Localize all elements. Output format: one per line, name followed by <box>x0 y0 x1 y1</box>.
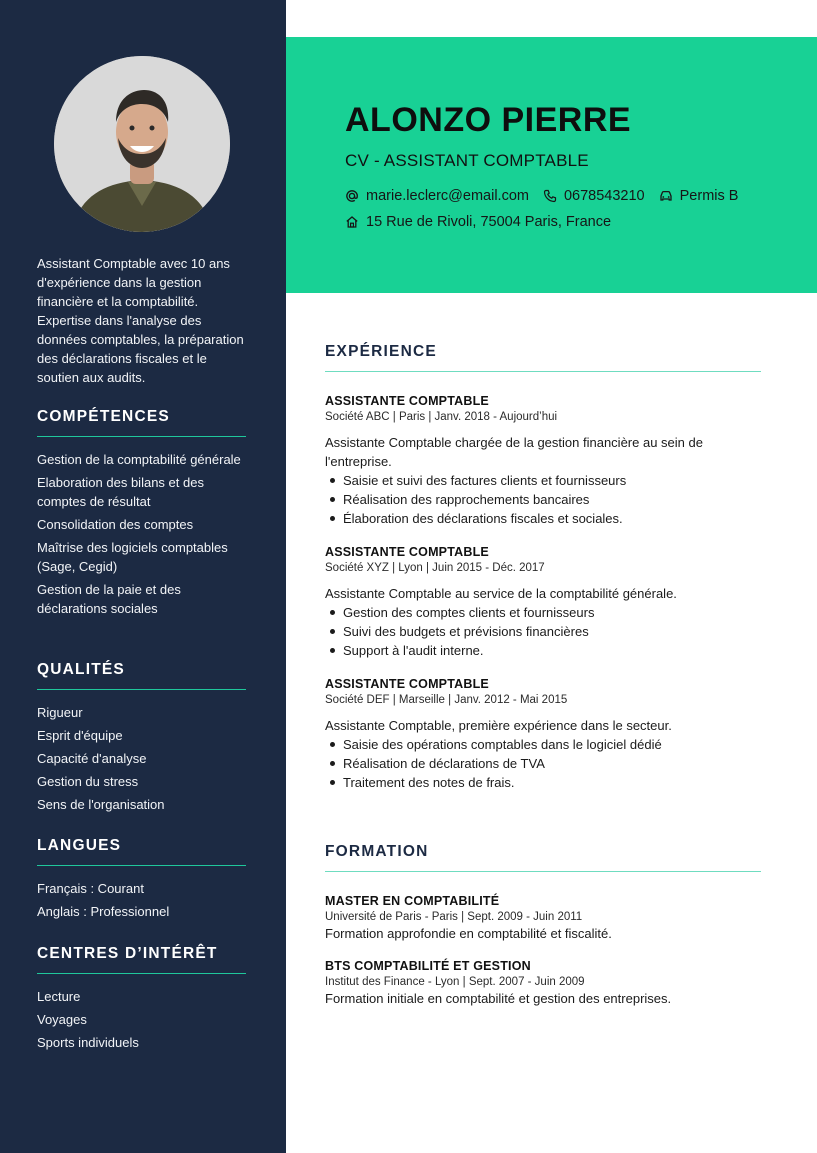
quality-item: Sens de l'organisation <box>37 797 165 812</box>
job-bullet: Traitement des notes de frais. <box>325 773 761 792</box>
job-bullet: Réalisation des rapprochements bancaires <box>325 490 761 509</box>
job-bullets <box>325 735 761 792</box>
qualities-title: QUALITÉS <box>37 661 246 690</box>
job-bullets <box>325 603 761 660</box>
job-bullet: Saisie des opérations comptables dans le logiciel dédié <box>325 735 761 754</box>
address-text: 15 Rue de Rivoli, 75004 Paris, France <box>366 214 612 230</box>
languages-section <box>37 837 246 925</box>
phone-item[interactable] <box>543 188 645 204</box>
job-bullet: Support à l'audit interne. <box>325 641 761 660</box>
education-title: FORMATION <box>325 843 761 872</box>
experience-section <box>325 343 761 792</box>
phone-text: 0678543210 <box>563 188 645 204</box>
experience-title: EXPÉRIENCE <box>325 343 761 372</box>
skills-list <box>37 450 246 618</box>
qualities-list <box>37 703 246 814</box>
job-bullet: Réalisation de déclarations de TVA <box>325 754 761 773</box>
education-description: Formation initiale en comptabilité et gestion des entreprises. <box>325 991 672 1006</box>
home-icon <box>345 215 359 229</box>
interests-list <box>37 987 246 1052</box>
contact-row <box>345 188 752 204</box>
job-entry <box>325 677 761 792</box>
job-subtitle: Société DEF | Marseille | Janv. 2012 - Mai 2015 <box>325 694 568 706</box>
job-bullet: Gestion des comptes clients et fournisseurs <box>325 603 761 622</box>
job-description: Assistante Comptable chargée de la gestion financière au sein de l'entreprise. <box>325 435 703 469</box>
job-title: ASSISTANTE COMPTABLE <box>325 677 489 691</box>
quality-item: Rigueur <box>37 705 83 720</box>
job-bullet: Saisie et suivi des factures clients et fournisseurs <box>325 471 761 490</box>
job-entry <box>325 394 761 528</box>
job-description: Assistante Comptable, première expérience dans le secteur. <box>325 718 672 733</box>
skills-section <box>37 408 246 622</box>
address-item <box>345 214 611 230</box>
education-section <box>325 843 761 1008</box>
at-sign-icon <box>345 189 359 203</box>
quality-item: Esprit d'équipe <box>37 728 123 743</box>
skill-item: Elaboration des bilans et des comptes de résultat <box>37 475 204 509</box>
quality-item: Gestion du stress <box>37 774 139 789</box>
education-subtitle: Institut des Finance - Lyon | Sept. 2007 - Juin 2009 <box>325 976 585 988</box>
qualities-section <box>37 661 246 818</box>
person-portrait-icon <box>54 56 230 232</box>
education-description: Formation approfondie en comptabilité et fiscalité. <box>325 926 612 941</box>
interests-section <box>37 945 246 1056</box>
job-bullets <box>325 471 761 528</box>
education-subtitle: Université de Paris - Paris | Sept. 2009 - Juin 2011 <box>325 911 583 923</box>
interest-item: Lecture <box>37 989 81 1004</box>
skill-item: Consolidation des comptes <box>37 517 194 532</box>
interests-title: CENTRES D’INTÉRÊT <box>37 945 246 974</box>
language-item: Anglais : Professionnel <box>37 904 170 919</box>
job-bullet: Suivi des budgets et prévisions financières <box>325 622 761 641</box>
phone-icon <box>543 189 557 203</box>
language-item: Français : Courant <box>37 881 144 896</box>
skill-item: Maîtrise des logiciels comptables (Sage, Cegid) <box>37 540 228 574</box>
job-entry <box>325 545 761 660</box>
profile-photo <box>54 56 230 232</box>
license-item <box>659 188 739 204</box>
job-subtitle: Société XYZ | Lyon | Juin 2015 - Déc. 2017 <box>325 562 545 574</box>
interest-item: Voyages <box>37 1012 87 1027</box>
education-title-text: MASTER EN COMPTABILITÉ <box>325 894 500 908</box>
quality-item: Capacité d'analyse <box>37 751 147 766</box>
sidebar <box>0 0 286 1153</box>
job-bullet: Élaboration des déclarations fiscales et sociales. <box>325 509 761 528</box>
skill-item: Gestion de la comptabilité générale <box>37 452 241 467</box>
skills-title: COMPÉTENCES <box>37 408 246 437</box>
languages-title: LANGUES <box>37 837 246 866</box>
education-entry <box>325 959 761 1008</box>
car-icon <box>659 189 673 203</box>
profile-summary: Assistant Comptable avec 10 ans d'expérience dans la gestion financière et la comptabilité. Expertise dans l'analyse des données comptables, la préparation des déclarations fiscales et le soutien aux audits. <box>37 256 244 385</box>
skill-item: Gestion de la paie et des déclarations sociales <box>37 582 181 616</box>
job-title: ASSISTANTE COMPTABLE <box>325 394 489 408</box>
candidate-name: ALONZO PIERRE <box>345 101 632 139</box>
job-description: Assistante Comptable au service de la comptabilité générale. <box>325 586 677 601</box>
education-entry <box>325 894 761 943</box>
job-subtitle: Société ABC | Paris | Janv. 2018 - Aujourd’hui <box>325 411 558 423</box>
header-band <box>286 37 817 293</box>
languages-list <box>37 879 246 921</box>
job-title: ASSISTANTE COMPTABLE <box>325 545 489 559</box>
email-text: marie.leclerc@email.com <box>366 188 529 204</box>
interest-item: Sports individuels <box>37 1035 139 1050</box>
job-title: CV - ASSISTANT COMPTABLE <box>345 151 589 170</box>
license-text: Permis B <box>679 188 739 204</box>
email-item[interactable] <box>345 188 529 204</box>
education-title-text: BTS COMPTABILITÉ ET GESTION <box>325 959 531 973</box>
address-row <box>345 214 625 230</box>
